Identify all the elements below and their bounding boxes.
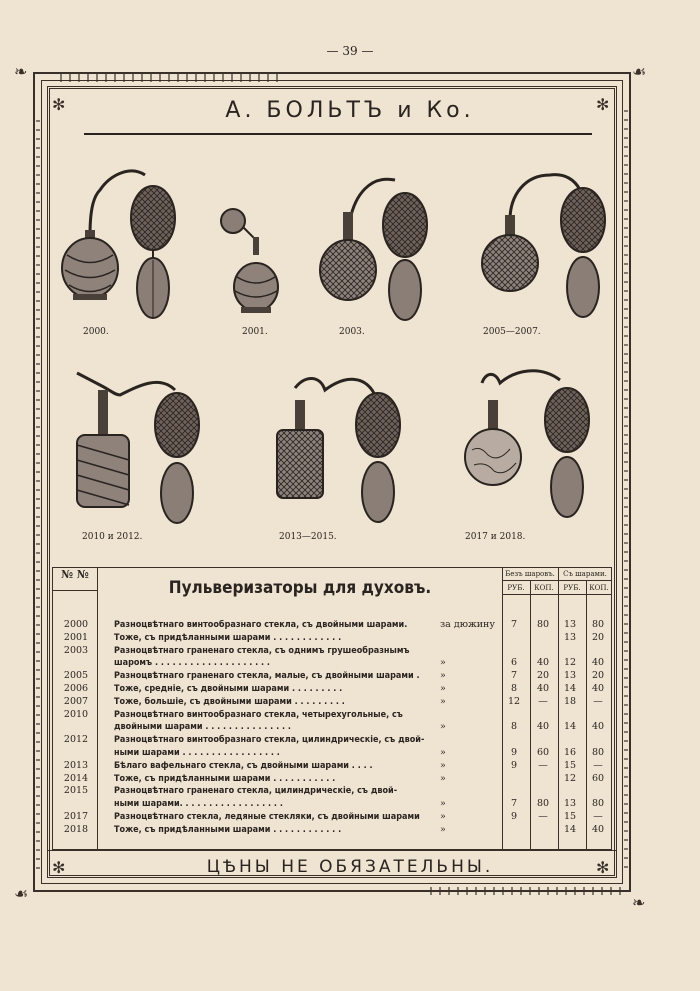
item-number: 2017 bbox=[63, 811, 89, 822]
price-rub-no-balls: 9 bbox=[510, 747, 518, 758]
item-description: Разноцвѣтнаго граненаго стекла, малые, съ двойными шарами . bbox=[114, 671, 420, 682]
price-kop-with-balls: 80 bbox=[591, 747, 605, 758]
rub-header: РУБ. bbox=[563, 584, 581, 592]
table-row bbox=[52, 760, 612, 772]
item-unit: » bbox=[440, 721, 446, 733]
number-header-rule bbox=[52, 590, 98, 591]
caption-2003: 2003. bbox=[339, 327, 365, 337]
item-description: двойными шарами . . . . . . . . . . . . . . . bbox=[114, 722, 291, 733]
item-description: ными шарами. . . . . . . . . . . . . . . . . . bbox=[114, 799, 283, 810]
item-number: 2005 bbox=[63, 670, 89, 682]
item-description: Тоже, съ придѣланными шарами . . . . . . . . . . . . bbox=[114, 824, 342, 835]
price-rub-no-balls: 7 bbox=[510, 619, 518, 630]
item-number: 2006 bbox=[63, 683, 89, 694]
table-row bbox=[52, 619, 612, 631]
table-row bbox=[52, 709, 612, 721]
table-row bbox=[52, 785, 612, 797]
table-row bbox=[52, 657, 612, 669]
price-rub-with-balls: 14 bbox=[563, 823, 577, 835]
table-row bbox=[52, 683, 612, 695]
item-description: Тоже, средніе, съ двойными шарами . . . . . . . . . bbox=[114, 684, 343, 694]
atomizer-2003-icon bbox=[315, 170, 445, 330]
rosette-icon: ✻ bbox=[596, 858, 610, 877]
item-description: Разноцвѣтнаго винтообразнаго стекла, цилиндрическіе, съ двой- bbox=[114, 735, 425, 746]
page-number: — 39 — bbox=[326, 44, 374, 58]
price-rub-no-balls: 12 bbox=[507, 695, 521, 707]
item-unit: » bbox=[440, 798, 446, 810]
item-description: Разноцвѣтнаго стекла, ледяные стекляки, съ двойными шарами bbox=[114, 812, 420, 822]
table-row bbox=[52, 811, 612, 823]
item-number: 2001 bbox=[63, 631, 89, 643]
price-rub-no-balls: 8 bbox=[510, 683, 518, 694]
price-kop-no-balls: 60 bbox=[536, 747, 550, 758]
rosette-icon: ✻ bbox=[596, 95, 610, 114]
price-rub-with-balls: 13 bbox=[563, 619, 577, 630]
caption-2005-2007: 2005—2007. bbox=[483, 327, 541, 337]
price-rub-with-balls: 13 bbox=[563, 670, 577, 682]
item-number: 2007 bbox=[63, 695, 89, 707]
price-rub-no-balls: 8 bbox=[510, 721, 518, 733]
item-number: 2013 bbox=[63, 759, 89, 771]
table-row bbox=[52, 696, 612, 708]
table-row bbox=[52, 734, 612, 746]
price-kop-no-balls: — bbox=[538, 811, 548, 822]
price-rub-with-balls: 14 bbox=[563, 683, 577, 694]
price-kop-with-balls: 80 bbox=[591, 619, 605, 630]
price-kop-no-balls: 40 bbox=[536, 721, 550, 733]
table-row bbox=[52, 773, 612, 785]
caption-2001: 2001. bbox=[242, 327, 268, 337]
price-rub-no-balls: 7 bbox=[510, 798, 518, 810]
price-header-rule bbox=[502, 580, 612, 581]
price-rub-with-balls: 15 bbox=[563, 811, 577, 822]
price-rub-with-balls: 18 bbox=[563, 695, 577, 707]
price-kop-with-balls: 20 bbox=[591, 670, 605, 682]
price-kop-no-balls: 40 bbox=[536, 683, 550, 694]
rosette-icon: ✻ bbox=[52, 95, 66, 114]
table-title: Пульверизаторы для духовъ. bbox=[168, 578, 432, 598]
price-kop-no-balls: 80 bbox=[536, 798, 550, 810]
price-kop-with-balls: 60 bbox=[591, 772, 605, 784]
atomizer-2010-2012-icon bbox=[65, 365, 205, 530]
group-with-balls: Съ шарами. bbox=[563, 570, 607, 578]
item-number: 2003 bbox=[63, 644, 89, 656]
item-number: 2014 bbox=[63, 772, 89, 784]
item-description: Тоже, съ придѣланными шарами . . . . . . . . . . . bbox=[114, 773, 336, 784]
price-kop-no-balls: 80 bbox=[536, 619, 550, 630]
corner-flourish-icon: ❧ bbox=[632, 893, 646, 912]
rub-header: РУБ. bbox=[507, 584, 525, 592]
rosette-icon: ✻ bbox=[52, 858, 66, 877]
item-unit: » bbox=[440, 811, 446, 822]
item-unit: » bbox=[440, 772, 446, 784]
item-unit: за дюжину bbox=[440, 619, 495, 630]
top-ornament-band bbox=[60, 74, 280, 82]
atomizer-2001-icon bbox=[215, 205, 285, 325]
price-kop-no-balls: 40 bbox=[536, 657, 550, 669]
caption-2010-2012: 2010 и 2012. bbox=[82, 532, 143, 542]
atomizer-2000-icon bbox=[55, 160, 195, 330]
caption-2017-2018: 2017 и 2018. bbox=[465, 532, 526, 542]
item-unit: » bbox=[440, 823, 446, 835]
item-unit: » bbox=[440, 747, 446, 758]
item-unit: » bbox=[440, 759, 446, 771]
footer-note: ЦѢНЫ НЕ ОБЯЗАТЕЛЬНЫ. bbox=[206, 857, 494, 877]
page-title: А. БОЛЬТЪ и Ко. bbox=[225, 98, 475, 123]
price-kop-with-balls: — bbox=[593, 759, 603, 771]
price-rub-with-balls: 13 bbox=[563, 798, 577, 810]
number-header: № № bbox=[61, 568, 89, 581]
price-kop-with-balls: 40 bbox=[591, 721, 605, 733]
price-kop-with-balls: 20 bbox=[591, 631, 605, 643]
price-rub-no-balls: 9 bbox=[510, 759, 518, 771]
table-row bbox=[52, 670, 612, 682]
price-rub-with-balls: 12 bbox=[563, 772, 577, 784]
footer-rule bbox=[47, 850, 617, 851]
atomizer-2005-2007-icon bbox=[475, 165, 615, 325]
item-description: Тоже, большіе, съ двойными шарами . . . . . . . . . bbox=[114, 696, 345, 707]
group-without-balls: Безъ шаровъ. bbox=[505, 570, 555, 578]
price-rub-with-balls: 12 bbox=[563, 657, 577, 669]
table-row bbox=[52, 798, 612, 810]
price-kop-no-balls: — bbox=[538, 695, 548, 707]
price-rub-with-balls: 16 bbox=[563, 747, 577, 758]
caption-2013-2015: 2013—2015. bbox=[279, 532, 337, 542]
item-unit: » bbox=[440, 695, 446, 707]
price-kop-with-balls: 40 bbox=[591, 683, 605, 694]
price-kop-no-balls: — bbox=[538, 759, 548, 771]
price-kop-with-balls: 40 bbox=[591, 657, 605, 669]
item-description: Разноцвѣтнаго винтообразнаго стекла, четырехугольные, съ bbox=[114, 709, 403, 720]
item-number: 2018 bbox=[63, 823, 89, 835]
price-kop-no-balls: 20 bbox=[536, 670, 550, 682]
table-row bbox=[52, 747, 612, 759]
price-kop-with-balls: — bbox=[593, 811, 603, 822]
item-description: Бѣлаго вафельнаго стекла, съ двойными шарами . . . . bbox=[114, 760, 373, 771]
item-description: шаромъ . . . . . . . . . . . . . . . . . . . . bbox=[114, 658, 270, 669]
price-kop-with-balls: 40 bbox=[591, 823, 605, 835]
price-kop-with-balls: 80 bbox=[591, 798, 605, 810]
item-number: 2015 bbox=[63, 785, 89, 797]
item-description: Тоже, съ придѣланными шарами . . . . . . . . . . . . bbox=[114, 632, 342, 643]
item-description: Разноцвѣтнаго граненаго стекла, цилиндрическіе, съ двой- bbox=[114, 786, 398, 797]
item-description: ными шарами . . . . . . . . . . . . . . . . . bbox=[114, 748, 280, 758]
item-number: 2012 bbox=[63, 734, 89, 746]
item-description: Разноцвѣтнаго граненаго стекла, съ однимъ грушеобразнымъ bbox=[114, 645, 410, 656]
table-row bbox=[52, 632, 612, 644]
price-rub-with-balls: 13 bbox=[563, 631, 577, 643]
corner-flourish-icon: ☙ bbox=[14, 884, 29, 903]
price-kop-with-balls: — bbox=[593, 695, 603, 707]
price-rub-with-balls: 14 bbox=[563, 721, 577, 733]
atomizer-2017-2018-icon bbox=[460, 365, 600, 525]
item-unit: » bbox=[440, 670, 446, 682]
item-unit: » bbox=[440, 683, 446, 694]
price-rub-with-balls: 15 bbox=[563, 759, 577, 771]
caption-2000: 2000. bbox=[83, 327, 109, 337]
price-header-rule bbox=[502, 594, 612, 595]
right-ornament-band bbox=[624, 110, 628, 870]
price-rub-no-balls: 6 bbox=[510, 657, 518, 669]
corner-flourish-icon: ❧ bbox=[14, 62, 28, 81]
item-unit: » bbox=[440, 657, 446, 669]
title-rule bbox=[84, 133, 592, 135]
table-row bbox=[52, 824, 612, 836]
table-row bbox=[52, 645, 612, 657]
table-row bbox=[52, 721, 612, 733]
kop-header: КОП. bbox=[534, 584, 554, 592]
price-rub-no-balls: 7 bbox=[510, 670, 518, 682]
kop-header: КОП. bbox=[589, 584, 609, 592]
price-rub-no-balls: 9 bbox=[510, 811, 518, 822]
bottom-ornament-band bbox=[430, 887, 625, 895]
atomizer-2013-2015-icon bbox=[275, 370, 410, 530]
item-number: 2010 bbox=[63, 708, 89, 720]
left-ornament-band bbox=[36, 120, 40, 870]
corner-flourish-icon: ☙ bbox=[632, 62, 647, 81]
item-number: 2000 bbox=[63, 619, 89, 630]
item-description: Разноцвѣтнаго винтообразнаго стекла, съ двойными шарами. bbox=[114, 620, 408, 630]
